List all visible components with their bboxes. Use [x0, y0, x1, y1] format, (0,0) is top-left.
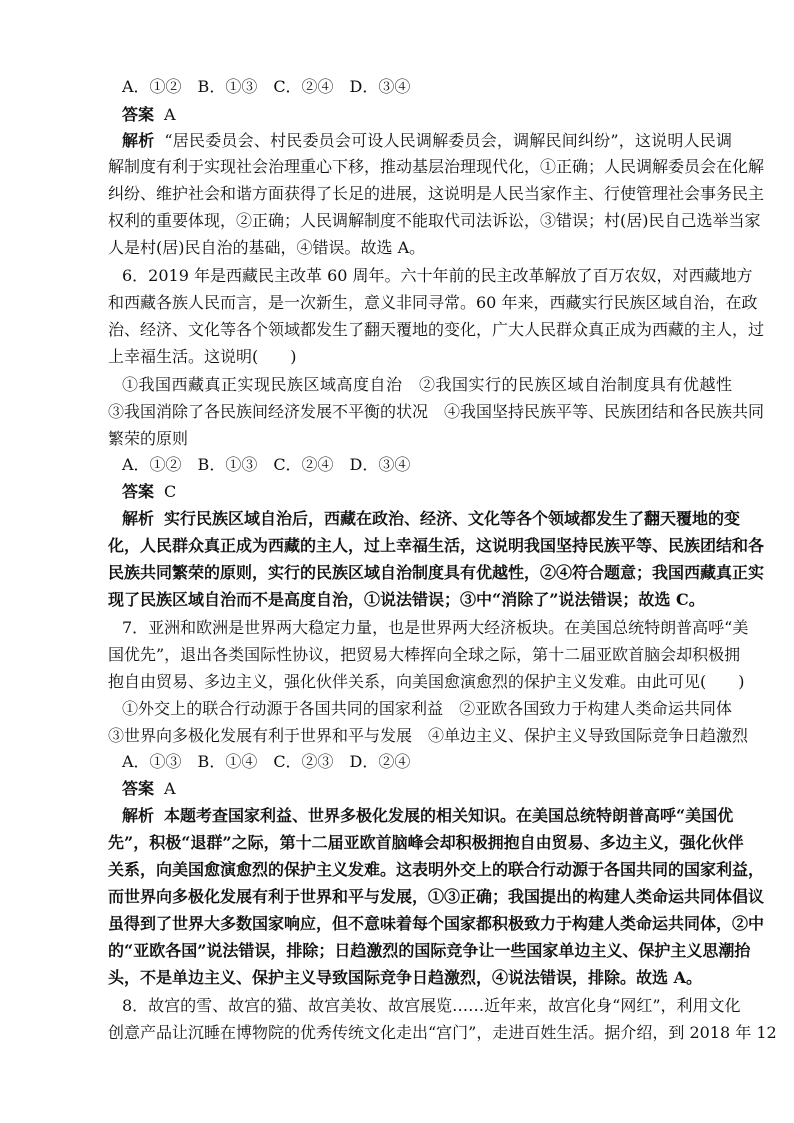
q7-choices-line-2: ③世界向多极化发展有利于世界和平与发展 ④单边主义、保护主义导致国际竞争日趋激烈 [108, 726, 749, 745]
q6-stem-line-3: 治、经济、文化等各个领域都发生了翻天覆地的变化，广大人民群众真正成为西藏的主人，过 [108, 320, 765, 339]
q5-analysis-line-4: 权利的重要体现，②正确；人民调解制度不能取代司法诉讼，③错误；村(居)民自己选举当家 [108, 211, 761, 230]
q5-analysis-line-1: 解析 “居民委员会、村民委员会可设人民调解委员会，调解民间纠纷”，这说明人民调 [122, 131, 732, 150]
q7-analysis-line-7: 头，不是单边主义、保护主义导致国际竞争日趋激烈，④说法错误，排除。故选 A。 [108, 968, 702, 987]
q6-stem-line-2: 和西藏各族人民而言，是一次新生，意义非同寻常。60 年来，西藏实行民族区域自治，在政 [108, 293, 758, 312]
q7-options: A．①③ B．①④ C．②③ D．②④ [122, 752, 411, 771]
q6-analysis-line-2: 化，人民群众真正成为西藏的主人，过上幸福生活，这说明我国坚持民族平等、民族团结和各 [108, 536, 765, 555]
q5-options: A．①② B．①③ C．②④ D．③④ [122, 77, 411, 96]
q6-analysis-line-3: 民族共同繁荣的原则，实行的民族区域自治制度具有优越性，②④符合题意；我国西藏真正实 [108, 563, 765, 582]
q7-analysis-line-4: 而世界向多极化发展有利于世界和平与发展，①③正确；我国提出的构建人类命运共同体倡议 [108, 887, 765, 906]
q8-stem-line-1: 8．故宫的雪、故宫的猫、故宫美妆、故宫展览……近年来，故宫化身“网红”，利用文化 [122, 996, 741, 1015]
q6-stem-line-4: 上幸福生活。这说明( ) [108, 347, 297, 366]
q6-choices-line-3: 繁荣的原则 [108, 429, 189, 448]
answer-label: 答案 [122, 482, 155, 501]
q6-analysis-line-1: 解析 实行民族区域自治后，西藏在政治、经济、文化等各个领域都发生了翻天覆地的变 [122, 509, 741, 528]
q7-analysis-line-3: 关系，向美国愈演愈烈的保护主义发难。这表明外交上的联合行动源于各国共同的国家利益， [108, 860, 765, 879]
q6-choices-line-1: ①我国西藏真正实现民族区域高度自治 ②我国实行的民族区域自治制度具有优越性 [122, 375, 732, 394]
q7-stem-line-2: 国优先”，退出各类国际性协议，把贸易大棒挥向全球之际，第十二届亚欧首脑会却积极拥 [108, 645, 741, 664]
q7-answer-row [122, 779, 732, 799]
q5-answer-row [122, 105, 732, 125]
answer-label: 答案 [122, 105, 155, 124]
q7-analysis-line-5: 虽得到了世界大多数国家响应，但不意味着每个国家都积极致力于构建人类命运共同体，②中 [108, 914, 765, 933]
q7-stem-line-3: 抱自由贸易、多边主义，强化伙伴关系，向美国愈演愈烈的保护主义发难。由此可见( ) [108, 672, 745, 691]
analysis-label: 解析 [122, 131, 155, 150]
analysis-label: 解析 [122, 509, 155, 528]
q6-choices-line-2: ③我国消除了各民族间经济发展不平衡的状况 ④我国坚持民族平等、民族团结和各民族共同 [108, 402, 765, 421]
answer-label: 答案 [122, 779, 155, 798]
q7-choices-line-1: ①外交上的联合行动源于各国共同的国家利益 ②亚欧各国致力于构建人类命运共同体 [122, 699, 732, 718]
q7-analysis-line-2: 先”，积极“退群”之际，第十二届亚欧首脑峰会却积极拥抱自由贸易、多边主义，强化伙伴 [108, 833, 744, 852]
answer-value: A [164, 105, 176, 124]
q7-analysis-line-6: 的“亚欧各国”说法错误，排除；日趋激烈的国际竞争让一些国家单边主义、保护主义思潮抬 [108, 941, 751, 960]
q7-stem-line-1: 7．亚洲和欧洲是世界两大稳定力量，也是世界两大经济板块。在美国总统特朗普高呼“美 [122, 618, 749, 637]
answer-value: A [164, 779, 176, 798]
answer-value: C [164, 482, 177, 501]
q5-analysis-line-2: 解制度有利于实现社会治理重心下移，推动基层治理现代化，①正确；人民调解委员会在化解 [108, 157, 765, 176]
q6-answer-row [122, 482, 732, 502]
analysis-label: 解析 [122, 806, 155, 825]
q6-options: A．①② B．①③ C．②④ D．③④ [122, 455, 411, 474]
q5-analysis-line-5: 人是村(居)民自治的基础，④错误。故选 A。 [108, 238, 426, 257]
q5-analysis-line-3: 纠纷、维护社会和谐方面获得了长足的进展，这说明是人民当家作主、行使管理社会事务民主 [108, 184, 765, 203]
q6-stem-line-1: 6．2019 年是西藏民主改革 60 周年。六十年前的民主改革解放了百万农奴，对西藏地方 [122, 266, 753, 285]
q8-stem-line-2: 创意产品让沉睡在博物院的优秀传统文化走出“宫门”，走进百姓生活。据介绍，到 2018 年 12 [108, 1023, 777, 1042]
q7-analysis-line-1: 解析 本题考查国家利益、世界多极化发展的相关知识。在美国总统特朗普高呼“美国优 [122, 806, 734, 825]
q6-analysis-line-4: 现了民族区域自治而不是高度自治，①说法错误；③中“消除了”说法错误；故选 C。 [108, 590, 705, 609]
